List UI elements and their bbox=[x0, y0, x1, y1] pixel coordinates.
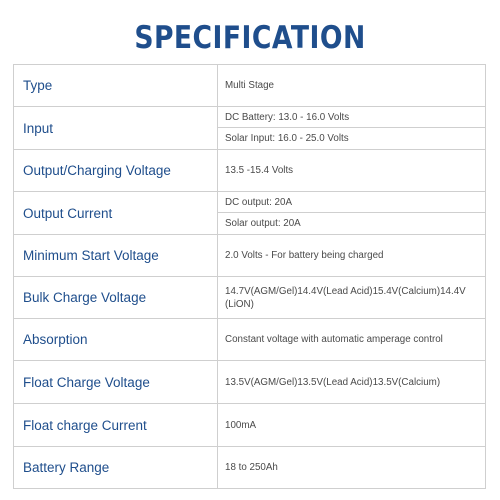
spec-value: DC output: 20A bbox=[218, 192, 486, 213]
table-row bbox=[14, 404, 486, 447]
page-title: SPECIFICATION bbox=[134, 20, 366, 56]
spec-value: 2.0 Volts - For battery being charged bbox=[218, 235, 486, 277]
table-row bbox=[14, 107, 486, 128]
spec-label: Type bbox=[14, 65, 218, 107]
spec-label: Output/Charging Voltage bbox=[14, 150, 218, 192]
spec-value: 100mA bbox=[218, 404, 486, 447]
spec-label: Output Current bbox=[14, 192, 218, 235]
spec-value: Constant voltage with automatic amperage control bbox=[218, 319, 486, 361]
table-row bbox=[14, 235, 486, 277]
table-row bbox=[14, 150, 486, 192]
spec-value: DC Battery: 13.0 - 16.0 Volts bbox=[218, 107, 486, 128]
table-row bbox=[14, 277, 486, 319]
table-row bbox=[14, 447, 486, 489]
table-row bbox=[14, 192, 486, 213]
spec-value: Solar Input: 16.0 - 25.0 Volts bbox=[218, 128, 486, 150]
spec-label: Minimum Start Voltage bbox=[14, 235, 218, 277]
spec-label: Absorption bbox=[14, 319, 218, 361]
spec-label: Float Charge Voltage bbox=[14, 361, 218, 404]
table-row bbox=[14, 361, 486, 404]
spec-table bbox=[13, 64, 486, 489]
spec-value: 13.5 -15.4 Volts bbox=[218, 150, 486, 192]
spec-value: 14.7V(AGM/Gel)14.4V(Lead Acid)15.4V(Calcium)14.4V (LiON) bbox=[218, 277, 486, 319]
spec-label: Battery Range bbox=[14, 447, 218, 489]
spec-label: Float charge Current bbox=[14, 404, 218, 447]
spec-label: Input bbox=[14, 107, 218, 150]
spec-value: 18 to 250Ah bbox=[218, 447, 486, 489]
table-row bbox=[14, 319, 486, 361]
spec-label: Bulk Charge Voltage bbox=[14, 277, 218, 319]
spec-value: Multi Stage bbox=[218, 65, 486, 107]
table-row bbox=[14, 65, 486, 107]
spec-value: Solar output: 20A bbox=[218, 213, 486, 235]
spec-value: 13.5V(AGM/Gel)13.5V(Lead Acid)13.5V(Calcium) bbox=[218, 361, 486, 404]
